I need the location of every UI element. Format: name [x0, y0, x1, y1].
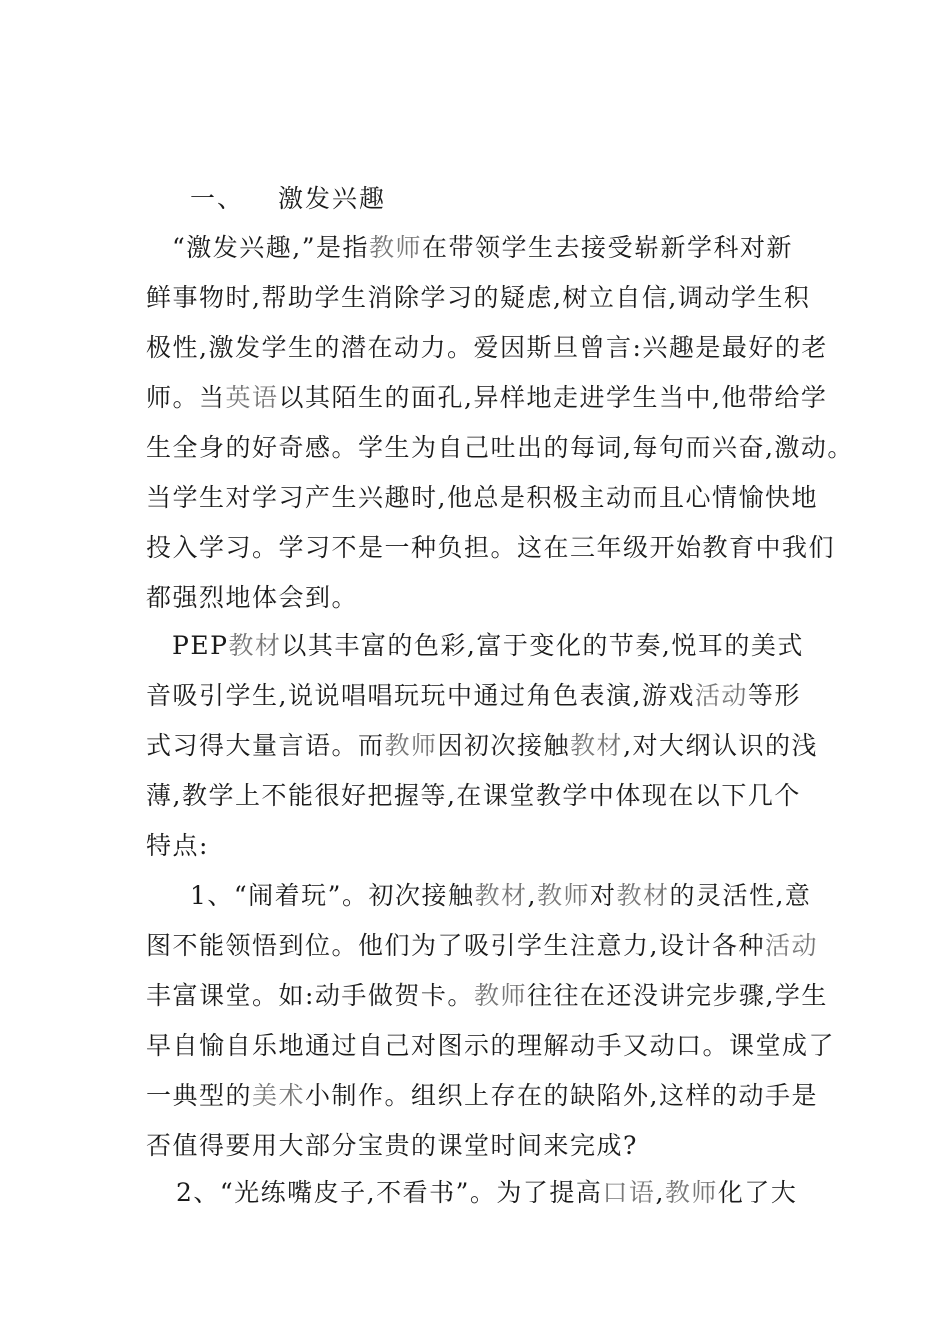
text-run: 否值得要用大部分宝贵的课堂时间来完成?	[146, 1131, 638, 1160]
text-line	[146, 830, 209, 862]
text-line	[176, 1177, 797, 1209]
keyword-highlight: 教材	[228, 631, 282, 660]
section-heading	[190, 183, 386, 215]
text-run: 以其陌生的面孔,异样地走进学生当中,他带给学	[278, 383, 828, 412]
section-title: 激发兴趣	[278, 184, 387, 213]
text-run: 一典型的	[146, 1081, 253, 1110]
text-run: 因初次接触	[437, 731, 571, 760]
text-line	[172, 232, 793, 264]
text-line	[146, 780, 801, 812]
text-run: 特点:	[146, 831, 209, 860]
text-run: 丰富课堂。如:动手做贺卡。	[146, 981, 474, 1010]
text-line	[146, 532, 835, 564]
text-run: 的灵活性,意	[669, 881, 812, 910]
text-line	[146, 582, 358, 614]
text-run: “激发兴趣,”是指	[172, 233, 370, 262]
text-run: 化了大	[717, 1178, 798, 1207]
text-line	[146, 1130, 638, 1162]
text-run: 以其丰富的色彩,富于变化的节奏,悦耳的美式	[281, 631, 804, 660]
text-run: 在带领学生去接受崭新学科对新	[422, 233, 794, 262]
text-run: 师。当	[146, 383, 226, 412]
text-run: 式习得大量言语。而	[146, 731, 385, 760]
text-run: 极性,激发学生的潜在动力。爱因斯旦曾言:兴趣是最好的老	[146, 333, 828, 362]
keyword-highlight: 教师	[384, 731, 438, 760]
text-run: 生全身的好奇感。学生为自己吐出的每词,每句而兴奋,激动。	[146, 433, 854, 462]
text-line	[146, 680, 801, 712]
text-run: 1、“闹着玩”。初次接触	[190, 881, 475, 910]
text-run: 2、“光练嘴皮子,不看书”。为了提高	[176, 1178, 603, 1207]
keyword-highlight: 美术	[252, 1081, 306, 1110]
text-run: 音吸引学生,说说唱唱玩玩中通过角色表演,游戏	[146, 681, 695, 710]
text-line	[146, 432, 854, 464]
text-run: 小制作。组织上存在的缺陷外,这样的动手是	[305, 1081, 818, 1110]
keyword-highlight: 活动	[694, 681, 748, 710]
text-run: 当学生对学习产生兴趣时,他总是积极主动而且心情愉快地	[146, 483, 818, 512]
text-line	[146, 980, 828, 1012]
text-run: 投入学习。学习不是一种负担。这在三年级开始教育中我们	[146, 533, 836, 562]
text-line	[146, 1080, 818, 1112]
text-run: 早自愉自乐地通过自己对图示的理解动手又动口。课堂成了	[146, 1031, 836, 1060]
keyword-highlight: 教师	[473, 981, 527, 1010]
keyword-highlight: 口语	[602, 1178, 656, 1207]
text-line	[146, 332, 828, 364]
keyword-highlight: 教师	[536, 881, 590, 910]
text-line	[146, 282, 810, 314]
text-line	[172, 630, 804, 662]
text-run: 对	[589, 881, 617, 910]
text-run: 都强烈地体会到。	[146, 583, 359, 612]
text-line	[146, 730, 818, 762]
text-run: 薄,教学上不能很好把握等,在课堂教学中体现在以下几个	[146, 781, 801, 810]
keyword-highlight: 教材	[616, 881, 670, 910]
keyword-highlight: 英语	[225, 383, 279, 412]
keyword-highlight: 活动	[764, 931, 818, 960]
text-run: 鲜事物时,帮助学生消除学习的疑虑,树立自信,调动学生积	[146, 283, 811, 312]
text-line	[146, 482, 818, 514]
text-run: ,对大纲认识的浅	[623, 731, 819, 760]
section-number: 一、	[190, 184, 245, 213]
keyword-highlight: 教师	[369, 233, 423, 262]
text-line	[190, 880, 811, 912]
keyword-highlight: 教师	[664, 1178, 718, 1207]
text-run: 往往在还没讲完步骤,学生	[526, 981, 828, 1010]
text-run: PEP	[172, 631, 229, 660]
text-run: 等形	[747, 681, 801, 710]
text-run: 图不能领悟到位。他们为了吸引学生注意力,设计各种	[146, 931, 765, 960]
text-run: ,	[527, 881, 537, 910]
keyword-highlight: 教材	[474, 881, 528, 910]
text-line	[146, 930, 818, 962]
keyword-highlight: 教材	[570, 731, 624, 760]
text-run: ,	[655, 1178, 665, 1207]
text-line	[146, 1030, 835, 1062]
text-line	[146, 382, 827, 414]
